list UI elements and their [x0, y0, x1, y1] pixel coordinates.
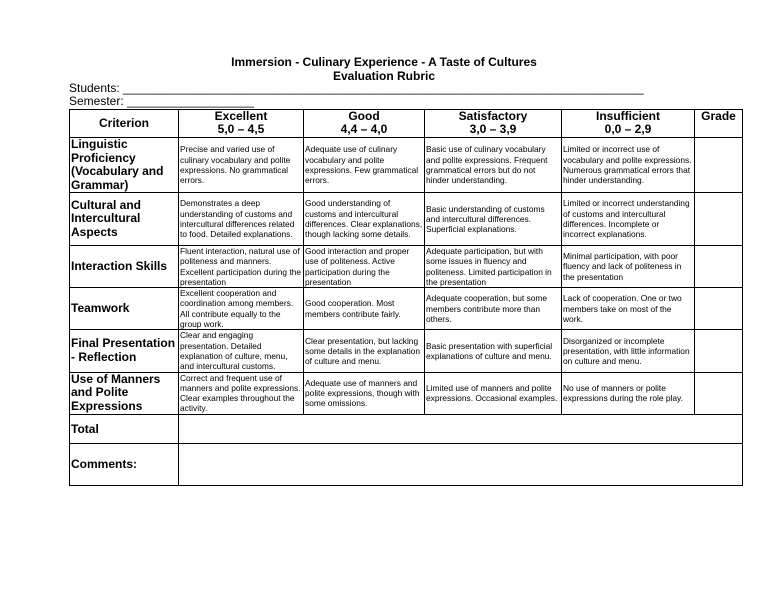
comments-row	[70, 443, 743, 485]
table-row	[70, 372, 743, 414]
grade-cell[interactable]	[695, 288, 743, 330]
header-grade: Grade	[695, 110, 743, 138]
insufficient-cell: Limited or incorrect understanding of customs and intercultural differences. Incomplete or incorrect explanations.	[562, 193, 695, 246]
satisfactory-cell: Basic use of culinary vocabulary and polite expressions. Frequent grammatical errors but do not hinder understanding.	[425, 138, 562, 193]
header-criterion: Criterion	[70, 110, 179, 138]
good-cell: Good interaction and proper use of politeness. Active participation during the presentation	[304, 246, 425, 288]
total-value-cell[interactable]	[179, 414, 743, 443]
grade-cell[interactable]	[695, 330, 743, 372]
criterion-cell: Final Presentation - Reflection	[70, 330, 179, 372]
excellent-cell: Demonstrates a deep understanding of customs and intercultural differences related to food. Detailed explanations.	[179, 193, 304, 246]
grade-cell[interactable]	[695, 138, 743, 193]
excellent-cell: Fluent interaction, natural use of politeness and manners. Excellent participation during the presentation	[179, 246, 304, 288]
header-good-range: 4,4 – 4,0	[340, 122, 388, 136]
grade-cell[interactable]	[695, 193, 743, 246]
insufficient-cell: Minimal participation, with poor fluency and lack of politeness in the presentation	[562, 246, 695, 288]
table-row	[70, 246, 743, 288]
header-good	[304, 110, 425, 138]
comments-label: Comments:	[70, 443, 179, 485]
document-title: Immersion - Culinary Experience - A Taste of Cultures	[231, 55, 537, 69]
good-cell: Clear presentation, but lacking some details in the explanation of culture and menu.	[304, 330, 425, 372]
header-satisfactory-label: Satisfactory	[458, 109, 528, 123]
comments-cell[interactable]	[179, 443, 743, 485]
satisfactory-cell: Limited use of manners and polite expressions. Occasional examples.	[425, 372, 562, 414]
insufficient-cell: Limited or incorrect use of vocabulary and polite expressions. Numerous grammatical errors that hinder understanding.	[562, 138, 695, 193]
good-cell: Good cooperation. Most members contribute fairly.	[304, 288, 425, 330]
criterion-cell: Teamwork	[70, 288, 179, 330]
satisfactory-cell: Adequate cooperation, but some members contribute more than others.	[425, 288, 562, 330]
criterion-cell: Linguistic Proficiency (Vocabulary and Grammar)	[70, 138, 179, 193]
satisfactory-cell: Basic understanding of customs and intercultural differences. Superficial explanations.	[425, 193, 562, 246]
rubric-table	[69, 109, 743, 486]
grade-cell[interactable]	[695, 372, 743, 414]
document-subtitle: Evaluation Rubric	[332, 69, 436, 83]
header-good-label: Good	[348, 109, 380, 123]
insufficient-cell: Disorganized or incomplete presentation, with little information on culture and menu.	[562, 330, 695, 372]
excellent-cell: Clear and engaging presentation. Detailed explanation of culture, menu, and intercultural customs.	[179, 330, 304, 372]
header-insufficient-label: Insufficient	[595, 109, 660, 123]
header-excellent-range: 5,0 – 4,5	[217, 122, 265, 136]
header-insufficient-range: 0,0 – 2,9	[604, 122, 652, 136]
table-row	[70, 138, 743, 193]
header-row	[70, 110, 743, 138]
header-excellent-label: Excellent	[214, 109, 268, 123]
table-row	[70, 193, 743, 246]
total-label: Total	[70, 414, 179, 443]
excellent-cell: Precise and varied use of culinary vocabulary and polite expressions. No grammatical errors.	[179, 138, 304, 193]
header-satisfactory	[425, 110, 562, 138]
satisfactory-cell: Basic presentation with superficial explanations of culture and menu.	[425, 330, 562, 372]
satisfactory-cell: Adequate participation, but with some issues in fluency and politeness. Limited participation in the presentation	[425, 246, 562, 288]
good-cell: Adequate use of manners and polite expressions, though with some omissions.	[304, 372, 425, 414]
header-excellent	[179, 110, 304, 138]
criterion-cell: Cultural and Intercultural Aspects	[70, 193, 179, 246]
header-insufficient	[562, 110, 695, 138]
insufficient-cell: Lack of cooperation. One or two members take on most of the work.	[562, 288, 695, 330]
table-row	[70, 330, 743, 372]
excellent-cell: Correct and frequent use of manners and polite expressions. Clear examples throughout the activity.	[179, 372, 304, 414]
good-cell: Adequate use of culinary vocabulary and polite expressions. Few grammatical errors.	[304, 138, 425, 193]
good-cell: Good understanding of customs and intercultural differences. Clear explanations, though lacking some details.	[304, 193, 425, 246]
excellent-cell: Excellent cooperation and coordination among members. All contribute equally to the group work.	[179, 288, 304, 330]
semester-field[interactable]: Semester: ___________________	[69, 94, 254, 108]
total-row	[70, 414, 743, 443]
table-row	[70, 288, 743, 330]
grade-cell[interactable]	[695, 246, 743, 288]
insufficient-cell: No use of manners or polite expressions during the role play.	[562, 372, 695, 414]
students-field[interactable]: Students: ______________________________________________________________________________	[69, 81, 644, 95]
criterion-cell: Interaction Skills	[70, 246, 179, 288]
header-satisfactory-range: 3,0 – 3,9	[469, 122, 517, 136]
criterion-cell: Use of Manners and Polite Expressions	[70, 372, 179, 414]
